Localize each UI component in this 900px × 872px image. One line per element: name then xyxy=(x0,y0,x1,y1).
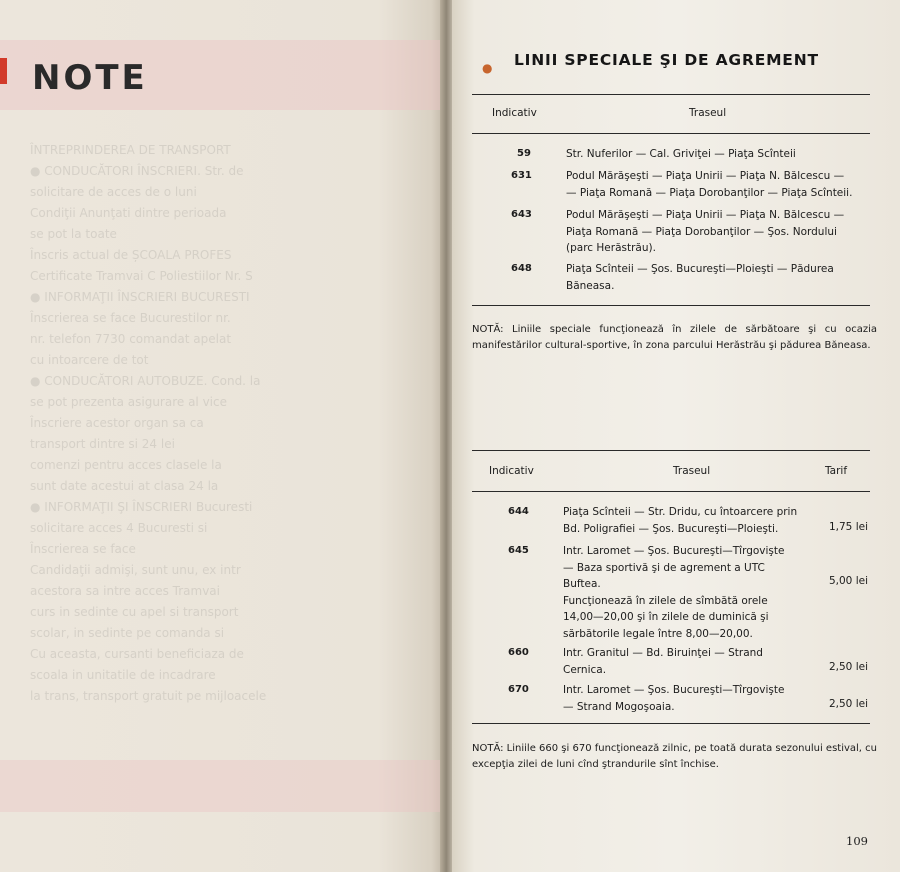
route-line: Podul Mărăşeşti — Piaţa Unirii — Piaţa N. Bălcescu — xyxy=(566,209,845,221)
route-description xyxy=(563,645,807,678)
bleed-through-line: Înscrierea se face Bucurestilor nr. xyxy=(30,311,231,325)
note-paragraph xyxy=(472,322,877,354)
page-number: 109 xyxy=(846,834,868,848)
note-text: Liniile 660 şi 670 funcţionează zilnic, pe toată durata sezonului estival, cu excepţia zilei de luni cînd ştrandurile sînt închise. xyxy=(472,743,877,770)
route-line: Intr. Granitul — Bd. Biruinţei — Strand xyxy=(563,647,763,659)
fare: 2,50 lei xyxy=(828,661,868,673)
bleed-through-line: solicitare acces 4 Bucuresti si xyxy=(30,521,208,535)
page-title: LINII SPECIALE ŞI DE AGREMENT xyxy=(514,51,819,69)
route-line: sărbătorile legale între 8,00—20,00. xyxy=(563,627,753,640)
bleed-through-line: ● CONDUCĂTORI AUTOBUZE. Cond. la xyxy=(30,374,261,388)
table-rule xyxy=(472,94,870,95)
bullet-dot-icon: ● xyxy=(482,61,493,75)
bleed-through-line: transport dintre si 24 lei xyxy=(30,437,175,451)
note-label: NOTĂ: xyxy=(472,324,504,335)
fare: 2,50 lei xyxy=(828,698,868,710)
route-code: 644 xyxy=(508,506,529,517)
route-line: — Baza sportivă şi de agrement a UTC xyxy=(563,561,765,574)
bleed-through-line: nr. telefon 7730 comandat apelat xyxy=(30,332,232,346)
bleed-through-line: sunt date acestui at clasa 24 la xyxy=(30,479,219,493)
red-page-edge xyxy=(0,58,7,84)
bleed-through-line: Condiţii Anunţati dintre perioada xyxy=(30,206,227,220)
route-code: 660 xyxy=(508,647,529,658)
table-rule xyxy=(472,133,870,134)
route-line: Funcţionează în zilele de sîmbătă orele xyxy=(563,594,768,607)
route-description xyxy=(563,543,807,642)
route-line: Bd. Poligrafiei — Şos. Bucureşti—Ploieşti. xyxy=(563,522,779,535)
route-line: — Piaţa Romană — Piaţa Dorobanţilor — Piaţa Scînteii. xyxy=(566,186,853,199)
header-indicativ: Indicativ xyxy=(492,107,537,119)
route-description xyxy=(566,168,870,201)
bleed-through-text xyxy=(30,140,425,707)
note-text: Liniile speciale funcţionează în zilele de sărbătoare şi cu ocazia manifestărilor cultural-sportive, în zona parcului Herăstrău şi pădurea Băneasa. xyxy=(472,324,877,351)
bleed-through-line: Înscriere acestor organ sa ca xyxy=(30,416,204,430)
pink-band-bottom xyxy=(0,760,445,812)
table-rule xyxy=(472,723,870,724)
bleed-through-line: ● INFORMAŢII ÎNSCRIERI BUCURESTI xyxy=(30,290,250,304)
bleed-through-line: ÎNTREPRINDEREA DE TRANSPORT xyxy=(30,143,231,157)
route-code: 643 xyxy=(511,209,532,220)
route-code: 59 xyxy=(517,148,531,159)
route-line: Buftea. xyxy=(563,578,601,590)
route-description xyxy=(566,207,870,257)
route-line: Piaţa Scînteii — Şos. Bucureşti—Ploieşti — Pădurea xyxy=(566,263,834,275)
bleed-through-line: cu intoarcere de tot xyxy=(30,353,149,367)
bleed-through-line: Cu aceasta, cursanti beneficiaza de xyxy=(30,647,244,661)
route-line: Cernica. xyxy=(563,663,607,676)
note-title: NOTE xyxy=(32,58,148,98)
route-description xyxy=(566,146,870,163)
bleed-through-line: acestora sa intre acces Tramvai xyxy=(30,584,220,598)
header-traseul: Traseul xyxy=(673,465,711,477)
route-code: 648 xyxy=(511,263,532,274)
bleed-through-line: Înscris actual de ȘCOALA PROFES xyxy=(30,248,232,262)
route-line: 14,00—20,00 şi în zilele de duminică şi xyxy=(563,611,769,623)
bleed-through-line: Candidaţii admişi, sunt unu, ex intr xyxy=(30,563,241,577)
bleed-through-line: se pot prezenta asigurare al vice xyxy=(30,395,227,409)
route-description xyxy=(563,682,807,715)
bleed-through-line: se pot la toate xyxy=(30,227,117,241)
bleed-through-line: la trans, transport gratuit pe mijloacele xyxy=(30,689,267,703)
header-traseul: Traseul xyxy=(689,107,727,119)
route-line: Str. Nuferilor — Cal. Griviţei — Piaţa Scînteii xyxy=(566,148,796,160)
header-tarif: Tarif xyxy=(825,465,848,477)
header-indicativ: Indicativ xyxy=(489,465,534,477)
fare: 5,00 lei xyxy=(828,575,868,587)
bleed-through-line: solicitare de acces de o luni xyxy=(30,185,197,199)
table-rule xyxy=(472,491,870,492)
note-label: NOTĂ: xyxy=(472,743,504,754)
route-description xyxy=(566,261,870,294)
bleed-through-line: Certificate Tramvai C Poliestiilor Nr. S xyxy=(30,269,253,283)
table-rule xyxy=(472,305,870,306)
route-line: (parc Herăstrău). xyxy=(566,242,656,254)
bleed-through-line: Înscrierea se face xyxy=(30,542,136,556)
right-page xyxy=(452,0,900,872)
bleed-through-line: scoala in unitatile de incadrare xyxy=(30,668,216,682)
route-line: Băneasa. xyxy=(566,279,615,292)
left-page xyxy=(0,0,445,872)
bleed-through-line: scolar, in sedinte pe comanda si xyxy=(30,626,225,640)
bleed-through-line: comenzi pentru acces clasele la xyxy=(30,458,222,472)
route-description xyxy=(563,504,807,537)
route-line: Intr. Laromet — Şos. Bucureşti—Tîrgovişte xyxy=(563,545,785,557)
table-rule xyxy=(472,450,870,451)
route-line: — Strand Mogoşoaia. xyxy=(563,700,675,713)
route-line: Piaţa Scînteii — Str. Dridu, cu întoarcere prin xyxy=(563,506,798,518)
route-code: 631 xyxy=(511,170,532,181)
note-paragraph xyxy=(472,741,877,773)
fare: 1,75 lei xyxy=(828,521,868,533)
bleed-through-line: ● INFORMAŢII ŞI ÎNSCRIERI Bucuresti xyxy=(30,500,253,514)
bleed-through-line: curs in sedinte cu apel si transport xyxy=(30,605,239,619)
route-code: 670 xyxy=(508,684,529,695)
route-line: Piaţa Romană — Piaţa Dorobanţilor — Şos. Nordului xyxy=(566,225,837,238)
route-line: Intr. Laromet — Şos. Bucureşti—Tîrgovişte xyxy=(563,684,785,696)
route-code: 645 xyxy=(508,545,529,556)
route-line: Podul Mărăşeşti — Piaţa Unirii — Piaţa N. Bălcescu — xyxy=(566,170,845,182)
bleed-through-line: ● CONDUCĂTORI ÎNSCRIERI. Str. de xyxy=(30,164,244,178)
